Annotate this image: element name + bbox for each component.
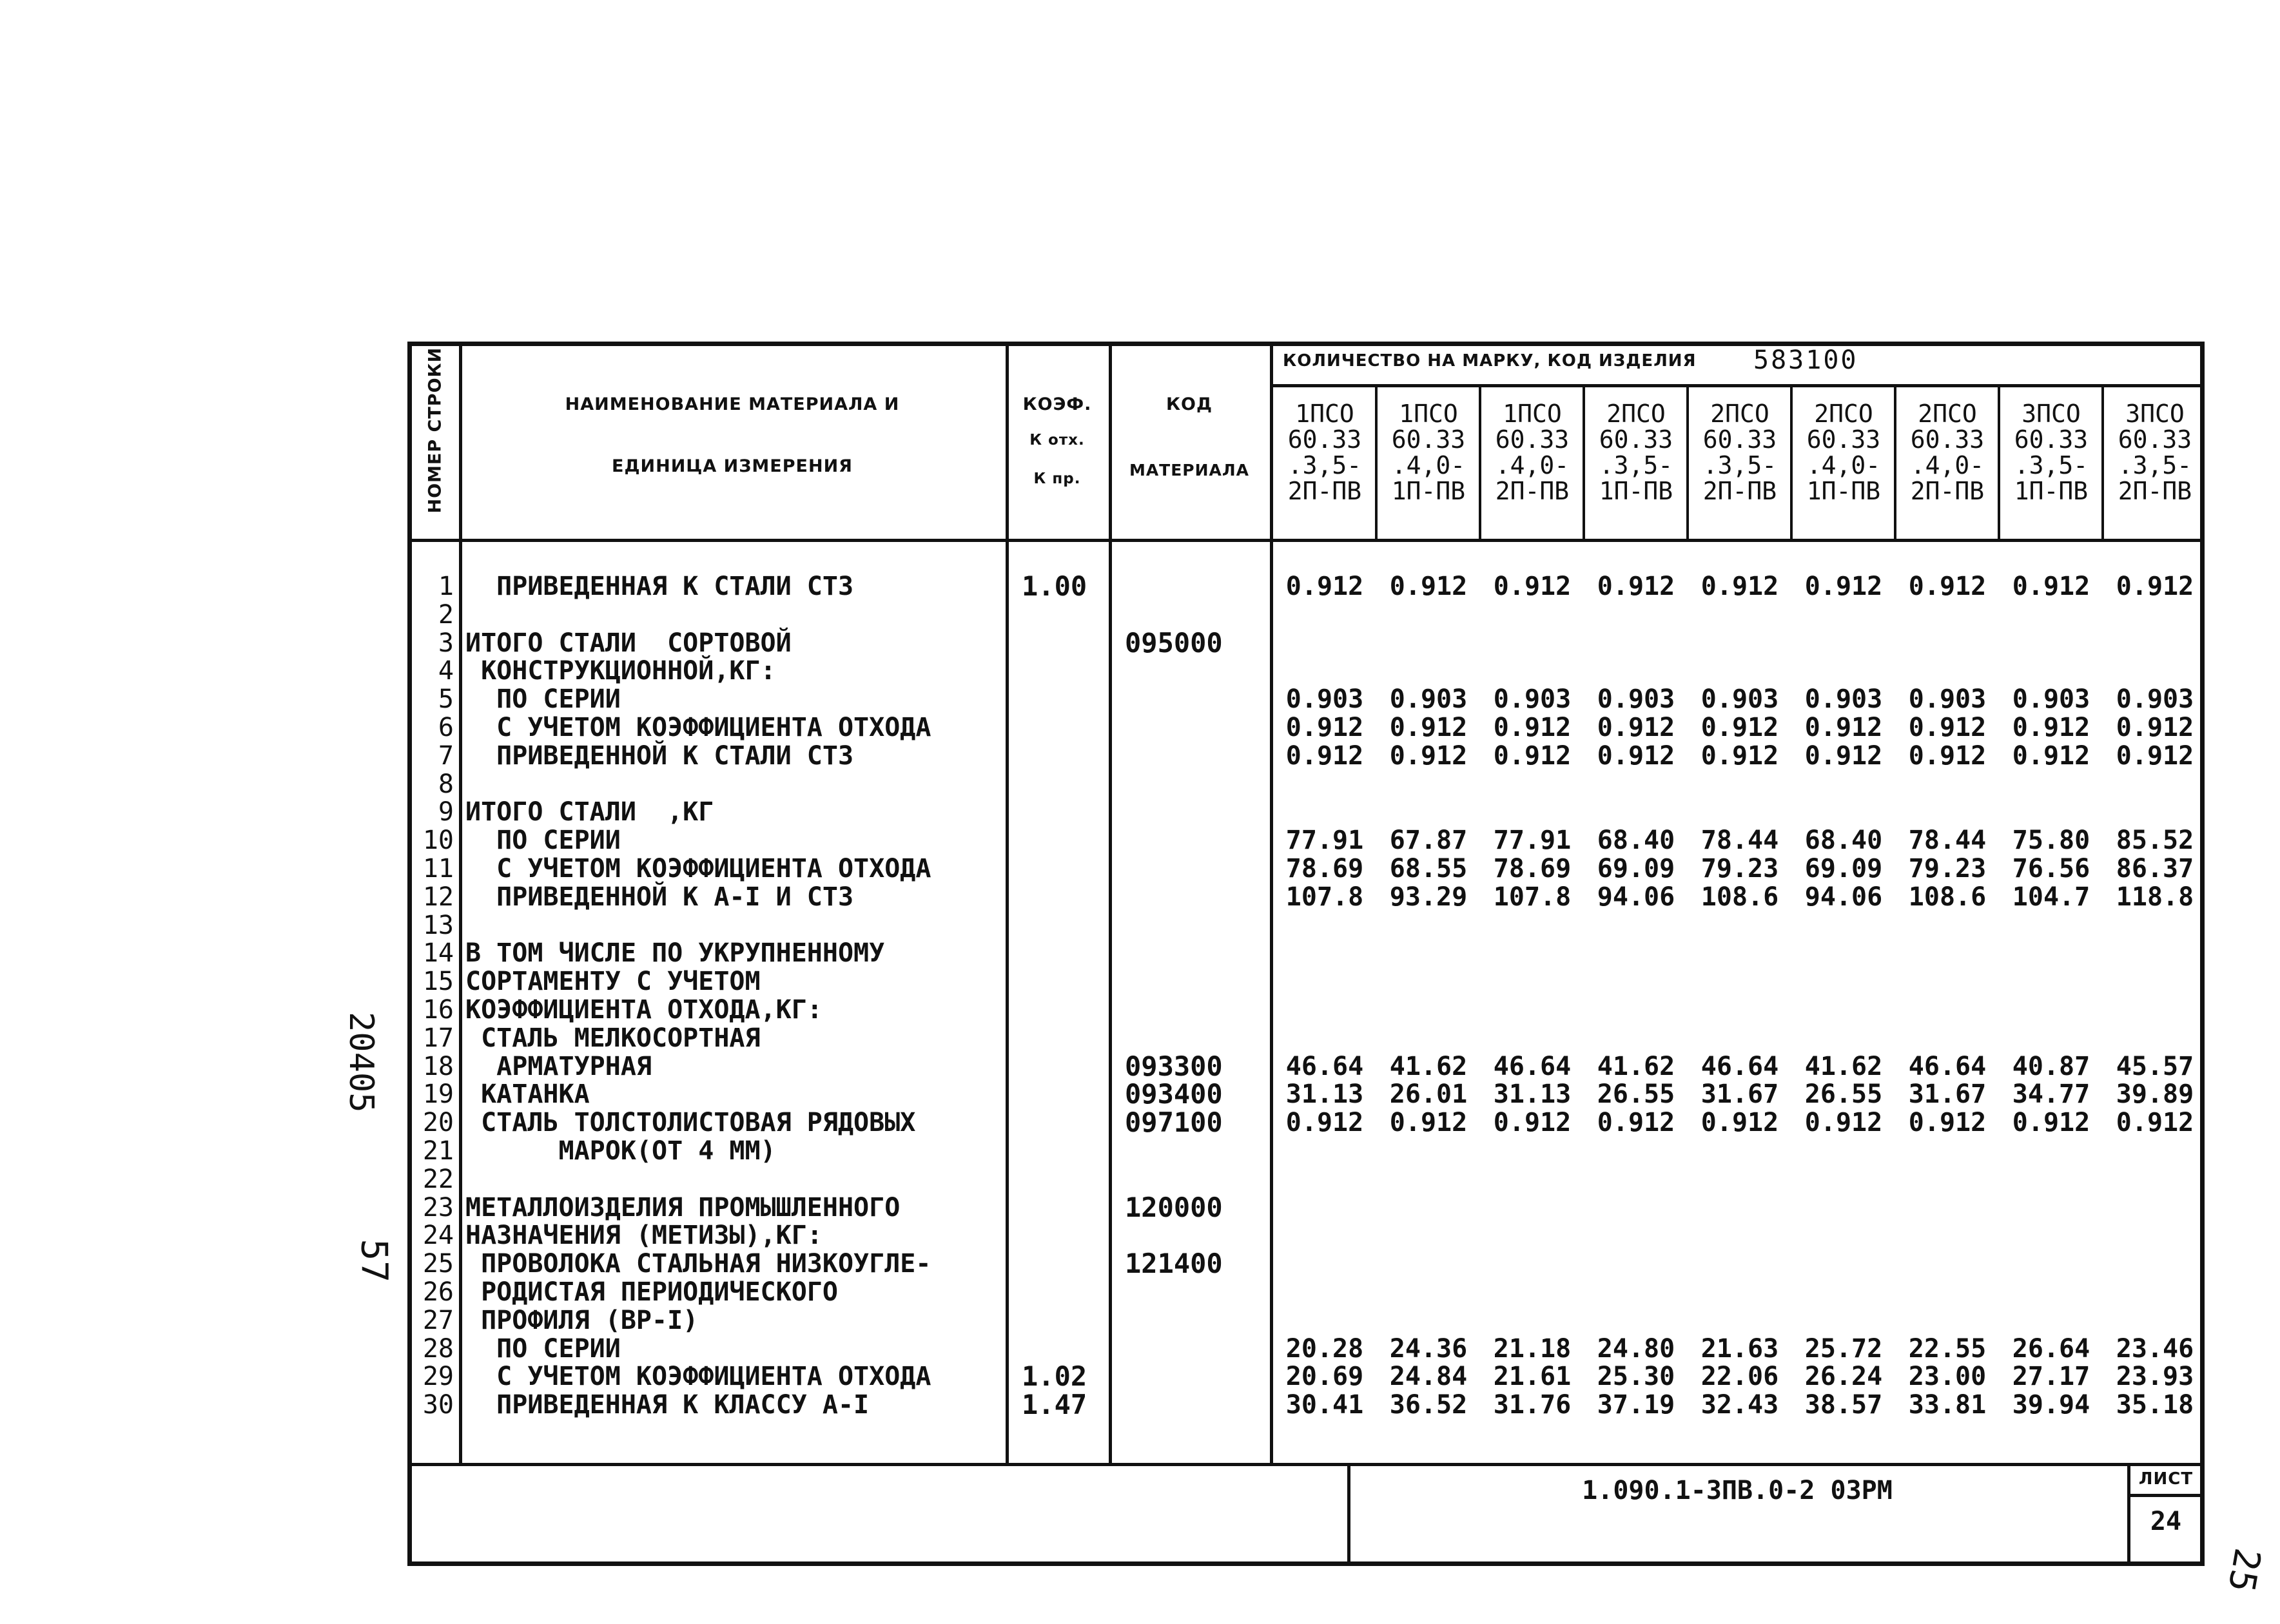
quantity-value: 0.912	[1389, 572, 1468, 601]
quantity-value: 104.7	[2012, 882, 2090, 912]
product-column-header: 2ПСО 60.33 .4,0- 2П-ПВ	[1910, 400, 1985, 505]
quantity-value: 76.56	[2012, 854, 2090, 884]
sheet-number: 24	[2150, 1507, 2182, 1536]
row-number: 22	[422, 1164, 454, 1194]
quantity-value: 0.912	[1804, 1108, 1883, 1138]
quantity-value: 37.19	[1597, 1390, 1675, 1420]
quantity-value: 38.57	[1804, 1390, 1883, 1420]
quantity-value: 93.29	[1389, 882, 1468, 912]
material-code: 095000	[1125, 626, 1223, 659]
coef-header-line2: К отх.	[1029, 432, 1085, 449]
material-name: ИТОГО СТАЛИ ,КГ	[465, 797, 714, 827]
quantity-value: 0.912	[2116, 713, 2194, 742]
quantity-value: 0.912	[1285, 1108, 1364, 1138]
quantity-value: 24.36	[1389, 1333, 1468, 1364]
coefficient: 1.47	[1022, 1389, 1087, 1421]
quantity-value: 0.912	[1493, 713, 1572, 742]
product-column-header: 2ПСО 60.33 .4,0- 1П-ПВ	[1806, 400, 1881, 505]
product-column-header: 3ПСО 60.33 .3,5- 1П-ПВ	[2014, 400, 2089, 505]
material-code: 120000	[1125, 1191, 1223, 1223]
quantity-value: 69.09	[1597, 854, 1675, 884]
quantity-value: 0.912	[1389, 1108, 1468, 1138]
product-column-header: 1ПСО 60.33 .4,0- 2П-ПВ	[1495, 400, 1570, 505]
material-name: ПО СЕРИИ	[465, 1333, 621, 1364]
quantity-value: 86.37	[2116, 854, 2194, 884]
material-code: 093300	[1125, 1050, 1223, 1082]
quantity-value: 94.06	[1804, 882, 1883, 912]
quantity-value: 0.912	[1597, 1108, 1675, 1138]
row-number: 13	[422, 910, 454, 940]
divider	[2127, 1494, 2205, 1497]
row-number: 2	[438, 599, 454, 630]
material-name: НАЗНАЧЕНИЯ (МЕТИЗЫ),КГ:	[465, 1221, 823, 1251]
quantity-value: 0.912	[1285, 713, 1364, 742]
quantity-value: 0.912	[1700, 1108, 1779, 1138]
quantity-value: 20.28	[1285, 1333, 1364, 1364]
row-number: 26	[422, 1277, 454, 1307]
row-number: 15	[422, 967, 454, 997]
quantity-value: 23.00	[1908, 1362, 1987, 1392]
quantity-value: 26.55	[1597, 1079, 1675, 1110]
quantity-value: 78.44	[1908, 826, 1987, 856]
quantity-value: 0.912	[1493, 572, 1572, 601]
coef-header-line1: КОЭФ.	[1022, 394, 1092, 414]
quantity-value: 0.912	[2012, 713, 2090, 742]
row-number: 27	[422, 1305, 454, 1335]
row-number: 1	[438, 572, 454, 601]
material-name: АРМАТУРНАЯ	[465, 1051, 652, 1081]
quantity-value: 0.912	[1285, 740, 1364, 771]
quantity-value: 108.6	[1700, 882, 1779, 912]
quantity-value: 23.93	[2116, 1362, 2194, 1392]
quantity-value: 25.30	[1597, 1362, 1675, 1392]
divider	[1109, 342, 1112, 1466]
quantity-value: 0.903	[1597, 684, 1675, 715]
material-name: ПРОВОЛОКА СТАЛЬНАЯ НИЗКОУГЛЕ-	[465, 1249, 931, 1279]
code-header-line1: КОД	[1165, 394, 1213, 414]
quantity-value: 39.89	[2116, 1079, 2194, 1110]
quantity-value: 26.55	[1804, 1079, 1883, 1110]
material-name: ПО СЕРИИ	[465, 826, 621, 856]
quantity-value: 0.912	[1597, 572, 1675, 601]
quantity-value: 26.01	[1389, 1079, 1468, 1110]
row-number: 10	[422, 826, 454, 856]
quantity-value: 78.69	[1285, 854, 1364, 884]
quantity-value: 77.91	[1493, 826, 1572, 856]
quantity-value: 22.06	[1700, 1362, 1779, 1392]
material-name: СОРТАМЕНТУ С УЧЕТОМ	[465, 967, 761, 997]
code-header-line2: МАТЕРИАЛА	[1129, 461, 1250, 479]
material-name: ПО СЕРИИ	[465, 684, 621, 715]
margin-page-left: 57	[353, 1239, 395, 1282]
quantity-value: 26.64	[2012, 1333, 2090, 1364]
row-number: 16	[422, 995, 454, 1025]
quantity-value: 20.69	[1285, 1362, 1364, 1392]
product-column-header: 2ПСО 60.33 .3,5- 1П-ПВ	[1599, 400, 1673, 505]
material-name: КАТАНКА	[465, 1079, 590, 1110]
quantity-value: 24.84	[1389, 1362, 1468, 1392]
quantity-value: 0.912	[2116, 1108, 2194, 1138]
quantity-value: 107.8	[1493, 882, 1572, 912]
quantity-value: 0.912	[1285, 572, 1364, 601]
quantity-value: 21.18	[1493, 1333, 1572, 1364]
quantity-value: 31.67	[1700, 1079, 1779, 1110]
quantity-value: 85.52	[2116, 826, 2194, 856]
quantity-value: 107.8	[1285, 882, 1364, 912]
quantity-value: 0.903	[1700, 684, 1779, 715]
quantity-value: 36.52	[1389, 1390, 1468, 1420]
material-name: РОДИСТАЯ ПЕРИОДИЧЕСКОГО	[465, 1277, 838, 1307]
quantity-value: 25.72	[1804, 1333, 1883, 1364]
quantity-value: 0.912	[1908, 572, 1987, 601]
quantity-value: 39.94	[2012, 1390, 2090, 1420]
quantity-value: 77.91	[1285, 826, 1364, 856]
row-number: 4	[438, 656, 454, 686]
divider	[459, 342, 462, 1466]
quantity-value: 0.912	[1597, 740, 1675, 771]
quantity-value: 0.912	[2012, 740, 2090, 771]
quantity-value: 79.23	[1908, 854, 1987, 884]
quantity-title: КОЛИЧЕСТВО НА МАРКУ, КОД ИЗДЕЛИЯ	[1283, 351, 1697, 371]
row-number: 12	[422, 882, 454, 912]
quantity-value: 0.903	[1908, 684, 1987, 715]
material-name: В ТОМ ЧИСЛЕ ПО УКРУПНЕННОМУ	[465, 938, 885, 969]
quantity-value: 78.69	[1493, 854, 1572, 884]
margin-number-left: 20405	[342, 1012, 380, 1113]
material-name: С УЧЕТОМ КОЭФФИЦИЕНТА ОТХОДА	[465, 1362, 931, 1392]
quantity-value: 24.80	[1597, 1333, 1675, 1364]
quantity-value: 41.62	[1804, 1051, 1883, 1081]
material-code: 093400	[1125, 1078, 1223, 1110]
product-column-header: 1ПСО 60.33 .3,5- 2П-ПВ	[1287, 400, 1362, 505]
product-code: 583100	[1753, 345, 1858, 375]
row-number: 28	[422, 1333, 454, 1364]
material-name: С УЧЕТОМ КОЭФФИЦИЕНТА ОТХОДА	[465, 854, 931, 884]
quantity-value: 0.903	[1285, 684, 1364, 715]
row-number: 19	[422, 1079, 454, 1110]
quantity-value: 0.903	[1804, 684, 1883, 715]
quantity-value: 31.13	[1493, 1079, 1572, 1110]
quantity-value: 0.912	[1700, 572, 1779, 601]
quantity-value: 0.912	[1908, 1108, 1987, 1138]
quantity-value: 45.57	[2116, 1051, 2194, 1081]
coef-header-line3: К пр.	[1033, 470, 1081, 487]
quantity-value: 0.912	[1493, 740, 1572, 771]
row-number: 21	[422, 1136, 454, 1166]
quantity-value: 69.09	[1804, 854, 1883, 884]
row-number: 25	[422, 1249, 454, 1279]
quantity-value: 46.64	[1700, 1051, 1779, 1081]
row-number: 8	[438, 769, 454, 799]
quantity-value: 0.912	[1908, 713, 1987, 742]
material-name: СТАЛЬ ТОЛСТОЛИСТОВАЯ РЯДОВЫХ	[465, 1108, 916, 1138]
quantity-value: 0.912	[2012, 1108, 2090, 1138]
row-number-header: НОМЕР СТРОКИ	[425, 347, 445, 514]
material-name: МЕТАЛЛОИЗДЕЛИЯ ПРОМЫШЛЕННОГО	[465, 1192, 901, 1223]
quantity-value: 21.63	[1700, 1333, 1779, 1364]
quantity-value: 22.55	[1908, 1333, 1987, 1364]
material-name: ИТОГО СТАЛИ СОРТОВОЙ	[465, 628, 792, 658]
quantity-value: 33.81	[1908, 1390, 1987, 1420]
quantity-value: 0.912	[1908, 740, 1987, 771]
quantity-value: 31.76	[1493, 1390, 1572, 1420]
quantity-value: 0.903	[1493, 684, 1572, 715]
material-name: ПРОФИЛЯ (ВР-I)	[465, 1305, 699, 1335]
margin-page-right: 25	[2219, 1545, 2268, 1596]
quantity-value: 67.87	[1389, 826, 1468, 856]
quantity-value: 68.40	[1804, 826, 1883, 856]
quantity-value: 30.41	[1285, 1390, 1364, 1420]
quantity-value: 0.912	[2116, 572, 2194, 601]
quantity-value: 0.912	[1389, 713, 1468, 742]
row-number: 7	[438, 740, 454, 771]
quantity-value: 0.903	[2116, 684, 2194, 715]
row-number: 20	[422, 1108, 454, 1138]
material-name: МАРОК(ОТ 4 ММ)	[465, 1136, 776, 1166]
divider	[407, 1463, 2205, 1466]
quantity-value: 27.17	[2012, 1362, 2090, 1392]
material-code: 097100	[1125, 1107, 1223, 1139]
material-name: ПРИВЕДЕННОЙ К СТАЛИ СТ3	[465, 740, 854, 771]
product-column-header: 1ПСО 60.33 .4,0- 1П-ПВ	[1391, 400, 1466, 505]
quantity-value: 41.62	[1389, 1051, 1468, 1081]
quantity-value: 0.912	[1700, 713, 1779, 742]
quantity-value: 75.80	[2012, 826, 2090, 856]
quantity-value: 46.64	[1285, 1051, 1364, 1081]
row-number: 6	[438, 713, 454, 742]
coefficient: 1.02	[1022, 1360, 1087, 1393]
row-number: 23	[422, 1192, 454, 1223]
quantity-value: 23.46	[2116, 1333, 2194, 1364]
quantity-value: 0.912	[2012, 572, 2090, 601]
quantity-value: 79.23	[1700, 854, 1779, 884]
coefficient: 1.00	[1022, 570, 1087, 602]
material-name-header-line1: НАИМЕНОВАНИЕ МАТЕРИАЛА И	[565, 394, 900, 414]
quantity-value: 108.6	[1908, 882, 1987, 912]
quantity-value: 0.912	[1597, 713, 1675, 742]
quantity-value: 0.912	[2116, 740, 2194, 771]
quantity-value: 32.43	[1700, 1390, 1779, 1420]
material-name: ПРИВЕДЕННОЙ К А-I И СТ3	[465, 882, 854, 912]
divider	[407, 539, 2205, 542]
material-name: КОЭФФИЦИЕНТА ОТХОДА,КГ:	[465, 995, 823, 1025]
row-number: 5	[438, 684, 454, 715]
quantity-value: 0.903	[2012, 684, 2090, 715]
document-code: 1.090.1-3ПВ.0-2 03РМ	[1582, 1476, 1893, 1505]
quantity-value: 31.67	[1908, 1079, 1987, 1110]
quantity-value: 0.912	[1804, 740, 1883, 771]
quantity-value: 78.44	[1700, 826, 1779, 856]
product-column-header: 2ПСО 60.33 .3,5- 2П-ПВ	[1702, 400, 1777, 505]
material-name: С УЧЕТОМ КОЭФФИЦИЕНТА ОТХОДА	[465, 713, 931, 742]
material-name: ПРИВЕДЕННАЯ К КЛАССУ А-I	[465, 1390, 870, 1420]
quantity-value: 46.64	[1493, 1051, 1572, 1081]
row-number: 11	[422, 854, 454, 884]
material-code: 121400	[1125, 1248, 1223, 1280]
material-name: СТАЛЬ МЕЛКОСОРТНАЯ	[465, 1023, 761, 1053]
material-name: КОНСТРУКЦИОННОЙ,КГ:	[465, 656, 776, 686]
quantity-value: 68.55	[1389, 854, 1468, 884]
quantity-value: 35.18	[2116, 1390, 2194, 1420]
quantity-value: 0.912	[1700, 740, 1779, 771]
quantity-value: 26.24	[1804, 1362, 1883, 1392]
quantity-value: 41.62	[1597, 1051, 1675, 1081]
quantity-value: 34.77	[2012, 1079, 2090, 1110]
quantity-value: 40.87	[2012, 1051, 2090, 1081]
quantity-value: 46.64	[1908, 1051, 1987, 1081]
row-number: 3	[438, 628, 454, 658]
row-number: 9	[438, 797, 454, 827]
quantity-value: 118.8	[2116, 882, 2194, 912]
row-number: 17	[422, 1023, 454, 1053]
sheet-label: ЛИСТ	[2138, 1469, 2194, 1489]
quantity-value: 0.903	[1389, 684, 1468, 715]
quantity-value: 0.912	[1389, 740, 1468, 771]
quantity-value: 0.912	[1804, 572, 1883, 601]
row-number: 29	[422, 1362, 454, 1392]
row-number: 24	[422, 1221, 454, 1251]
row-number: 30	[422, 1390, 454, 1420]
quantity-value: 21.61	[1493, 1362, 1572, 1392]
quantity-value: 0.912	[1493, 1108, 1572, 1138]
divider	[1006, 342, 1009, 1466]
row-number: 14	[422, 938, 454, 969]
quantity-value: 94.06	[1597, 882, 1675, 912]
material-name: ПРИВЕДЕННАЯ К СТАЛИ СТ3	[465, 572, 854, 601]
material-name-header-line2: ЕДИНИЦА ИЗМЕРЕНИЯ	[612, 456, 853, 476]
divider	[1270, 384, 2205, 387]
quantity-value: 0.912	[1804, 713, 1883, 742]
quantity-value: 68.40	[1597, 826, 1675, 856]
quantity-value: 31.13	[1285, 1079, 1364, 1110]
row-number: 18	[422, 1051, 454, 1081]
product-column-header: 3ПСО 60.33 .3,5- 2П-ПВ	[2118, 400, 2192, 505]
